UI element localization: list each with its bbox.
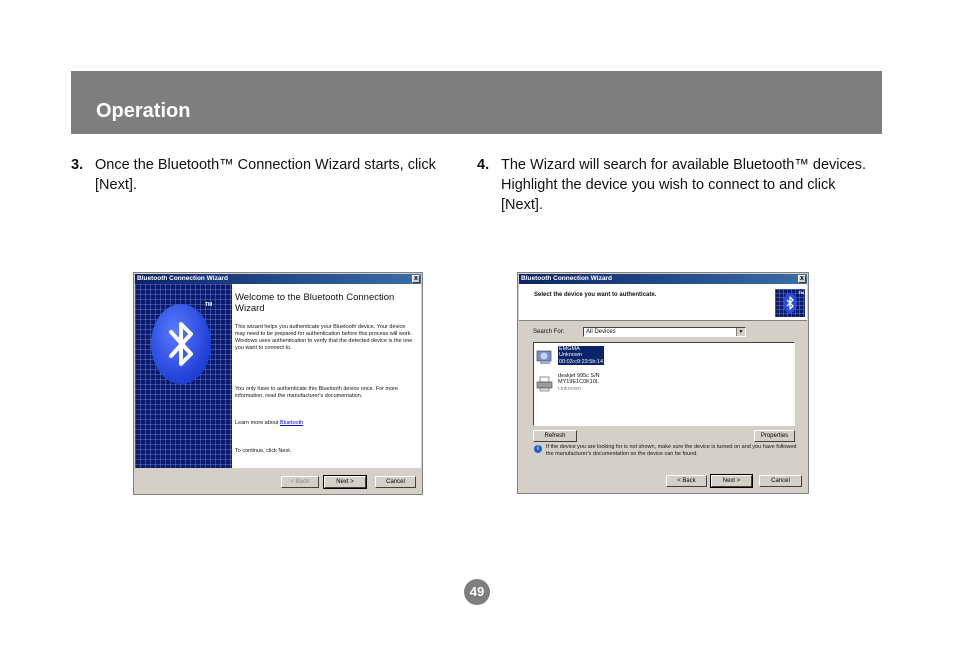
- device-details: [558, 373, 600, 392]
- trademark-mark: TM: [798, 290, 804, 295]
- learn-more-line: [235, 420, 415, 427]
- step-text: Once the Bluetooth™ Connection Wizard starts, click [Next].: [95, 157, 436, 193]
- page-number: 49: [464, 579, 490, 605]
- device-item-deskjet[interactable]: [536, 373, 636, 397]
- trademark-mark: TM: [205, 302, 213, 308]
- intro-paragraph: This wizard helps you authenticate your Bluetooth device. Your device may need to be prepared for authentication before this process will work. Windows uses authentication to verify that the detected device is the one you want to connect to.: [235, 324, 413, 351]
- dialog-title: Bluetooth Connection Wizard: [137, 275, 228, 282]
- device-serial: MY19E1C0K10L: [558, 379, 599, 386]
- close-button[interactable]: x: [798, 275, 806, 283]
- device-item-emgma[interactable]: [536, 346, 636, 370]
- bluetooth-logo-icon: [775, 289, 805, 317]
- bluetooth-oval: [783, 293, 797, 313]
- device-list[interactable]: [533, 342, 795, 426]
- chevron-down-icon[interactable]: ▼: [736, 328, 745, 336]
- info-paragraph: You only have to authenticate this Bluetooth device once. For more information, read the manufacturer's documentation.: [235, 386, 399, 399]
- refresh-button[interactable]: Refresh: [533, 430, 577, 442]
- select-instruction: Select the device you want to authenticate.: [534, 292, 657, 298]
- learn-more-prefix: Learn more about: [235, 420, 280, 426]
- back-button[interactable]: < Back: [281, 476, 319, 488]
- dialog-header: [519, 284, 807, 321]
- device-select-dialog: [517, 272, 809, 494]
- device-type: Unknown: [558, 385, 581, 392]
- back-button[interactable]: < Back: [666, 475, 707, 487]
- device-name: deskjet 995c S/N: [558, 373, 600, 379]
- search-for-select[interactable]: [583, 327, 746, 337]
- device-address: 00:03:c9:23:5b:14: [559, 358, 604, 365]
- computer-icon: [536, 349, 554, 365]
- device-name: EMGMA: [559, 346, 580, 352]
- dialog-title: Bluetooth Connection Wizard: [521, 275, 612, 282]
- section-title: Operation: [96, 100, 191, 122]
- close-button[interactable]: x: [412, 275, 420, 283]
- step-number: 3.: [71, 157, 84, 173]
- step-text: The Wizard will search for available Bluetooth™ devices. Highlight the device you wish to connect to and click [Next].: [501, 157, 867, 213]
- step-number: 4.: [477, 157, 490, 173]
- next-button[interactable]: Next >: [711, 475, 752, 487]
- properties-button[interactable]: Properties: [754, 430, 795, 442]
- dialog-titlebar: [519, 274, 807, 284]
- device-hint: If the device you are looking for is not shown, make sure the device is turned on and you have followed the manufacturer's documentation so the device can be found.: [546, 444, 797, 457]
- search-for-value: All Devices: [586, 329, 616, 335]
- welcome-wizard-dialog: [133, 272, 423, 495]
- dialog-titlebar: [135, 274, 421, 284]
- info-icon: i: [534, 445, 542, 453]
- device-type: Unknown: [559, 352, 582, 359]
- device-details: [558, 346, 604, 365]
- section-header-bar: [71, 71, 882, 134]
- bluetooth-banner: [135, 284, 232, 468]
- printer-icon: [536, 376, 554, 392]
- cancel-button[interactable]: Cancel: [375, 476, 416, 488]
- welcome-heading: Welcome to the Bluetooth Connection Wizard: [235, 292, 395, 314]
- bluetooth-logo-icon: [151, 304, 211, 384]
- bluetooth-link[interactable]: Bluetooth: [279, 420, 304, 426]
- wizard-content: [232, 284, 421, 468]
- next-button[interactable]: Next >: [324, 476, 366, 488]
- continue-instruction: To continue, click Next.: [235, 448, 292, 454]
- search-for-label: Search For:: [533, 329, 565, 335]
- cancel-button[interactable]: Cancel: [759, 475, 802, 487]
